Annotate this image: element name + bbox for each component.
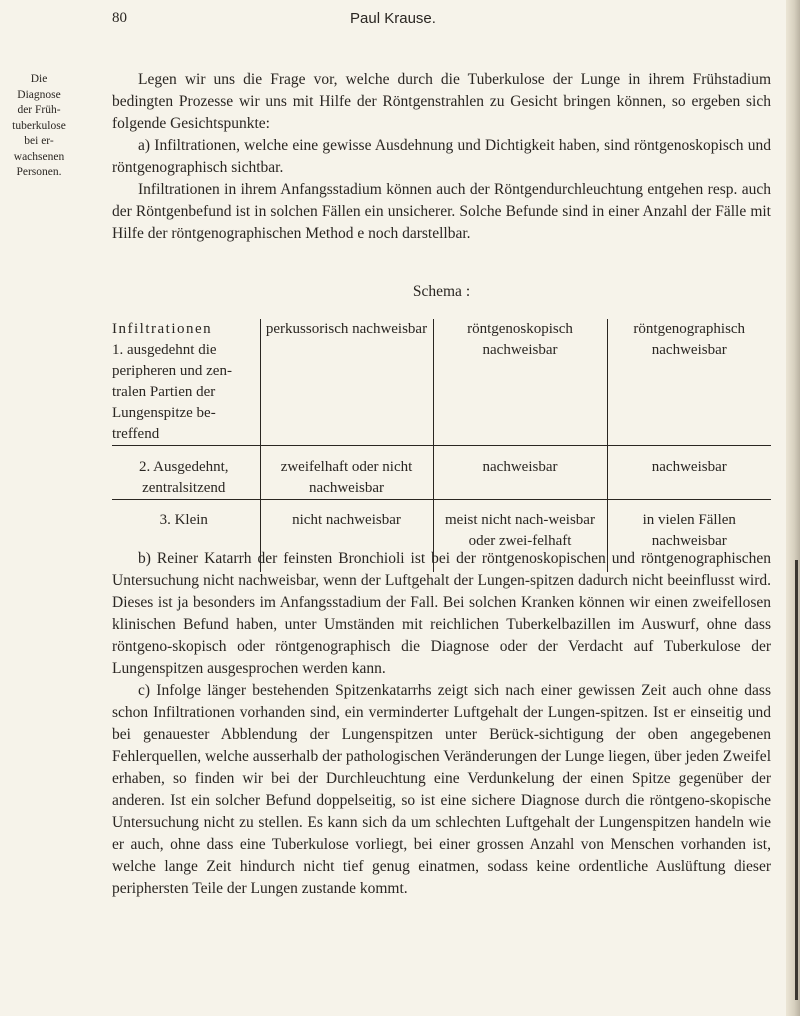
- table-cell: in vielen Fällen nachweisbar: [607, 500, 771, 573]
- table-cell: meist nicht nach-weisbar oder zwei-felhaft: [433, 500, 607, 573]
- schema-table: [112, 319, 771, 572]
- table-cell: 3. Klein: [112, 500, 260, 573]
- margin-note-line: tuberkulose: [12, 119, 66, 132]
- margin-note: [8, 72, 70, 181]
- page-edge: [786, 0, 800, 1016]
- paragraph-intro: Legen wir uns die Frage vor, welche durch die Tuberkulose der Lunge in ihrem Frühstadium bedingten Prozesse wir uns mit Hilfe der Röntgenstrahlen zu Gesicht bringen können, so ergeben sich folgende Gesichtspunkte:: [112, 71, 771, 132]
- paragraph-infiltration-note: Infiltrationen in ihrem Anfangsstadium können auch der Röntgendurchleuchtung entgehen resp. auch der Röntgenbefund ist in solchen Fällen ein unsicherer. Solche Befunde sind in einer Anzahl der Fälle mit Hilfe der röntgenographischen Method e noch darstellbar.: [112, 181, 771, 242]
- table-cell: nachweisbar: [607, 446, 771, 500]
- table-row: [112, 319, 771, 446]
- top-text: [112, 69, 771, 245]
- table-cell: nicht nachweisbar: [260, 500, 433, 573]
- paragraph-b: b) Reiner Katarrh der feinsten Bronchioli ist bei der röntgenoskopischen und röntgenographischen Untersuchung nicht nachweisbar, wenn der Luftgehalt der Lungen-spitzen dadurch nicht beeinflusst wird. Dieses ist ja besonders im Anfangsstadium der Fall. Bei solchen Kranken können wir einen zweifellosen klinischen Befund haben, unter Umständen mit reichlichen Tuberkelbazillen im Auswurf, ohne dass röntgeno-skopisch oder röntgenographisch die Diagnose oder der Verdacht auf Tuberkulose der Lungenspitzen ausgesprochen werden kann.: [112, 550, 771, 677]
- margin-note-line: Personen.: [16, 166, 62, 178]
- schema-title: Schema :: [412, 283, 471, 300]
- table-cell: [112, 319, 260, 446]
- table-row: [112, 446, 771, 500]
- margin-note-line: wachsenen: [13, 150, 65, 163]
- table-cell: 2. Ausgedehnt, zentralsitzend: [112, 446, 260, 500]
- running-head: Paul Krause.: [350, 10, 436, 27]
- table-cell: röntgenoskopisch nachweisbar: [433, 319, 607, 446]
- paragraph-c: c) Infolge länger bestehenden Spitzenkatarrhs zeigt sich nach einer gewissen Zeit auch ohne dass schon Infiltrationen vorhanden sind, ein verminderter Luftgehalt der Lungen-spitzen. Ist er einseitig und bei genauester Abblendung der Lungenspitzen unter Berück-sichtigung der oben angegebenen Fehlerquellen, welche ausserhalb der pathologischen Veränderungen der Lunge liegen, über jeden Zweifel erhaben, so finden wir bei der Durchleuchtung eine Verdunkelung der einen Spitze gegenüber der anderen. Ist ein solcher Befund doppelseitig, so ist eine sichere Diagnose durch die röntgeno-skopische Untersuchung nicht zu stellen. Es kann sich da um schlechten Luftgehalt der Lungenspitzen handeln wie er auch, ohne dass eine Tuberkulose vorliegt, bei einer grossen Anzahl von Menschen vorhanden ist, welche lange Zeit hindurch nicht tief genug einatmen, sodass keine ordentliche Auslüftung dieser periphersten Teile der Lungen zustande kommt.: [112, 682, 771, 897]
- table-cell: nachweisbar: [433, 446, 607, 500]
- margin-note-line: der Früh-: [17, 104, 61, 116]
- table-cell: perkussorisch nachweisbar: [260, 319, 433, 446]
- table-cell: zweifelhaft oder nicht nachweisbar: [260, 446, 433, 500]
- page-number: 80: [112, 10, 127, 26]
- table-cell: röntgenographisch nachweisbar: [607, 319, 771, 446]
- row-head-label: Infiltrationen: [112, 321, 213, 337]
- margin-note-line: bei er-: [24, 135, 54, 147]
- row-head-text: 1. ausgedehnt die peripheren und zen-tralen Partien der Lungenspitze be-treffend: [112, 342, 232, 442]
- page-header: [0, 4, 786, 38]
- bottom-text: [112, 548, 771, 900]
- margin-note-line: Die Diagnose: [17, 73, 61, 101]
- paragraph-a: a) Infiltrationen, welche eine gewisse Ausdehnung und Dichtigkeit haben, sind röntgenoskopisch und röntgenographisch sichtbar.: [112, 137, 771, 176]
